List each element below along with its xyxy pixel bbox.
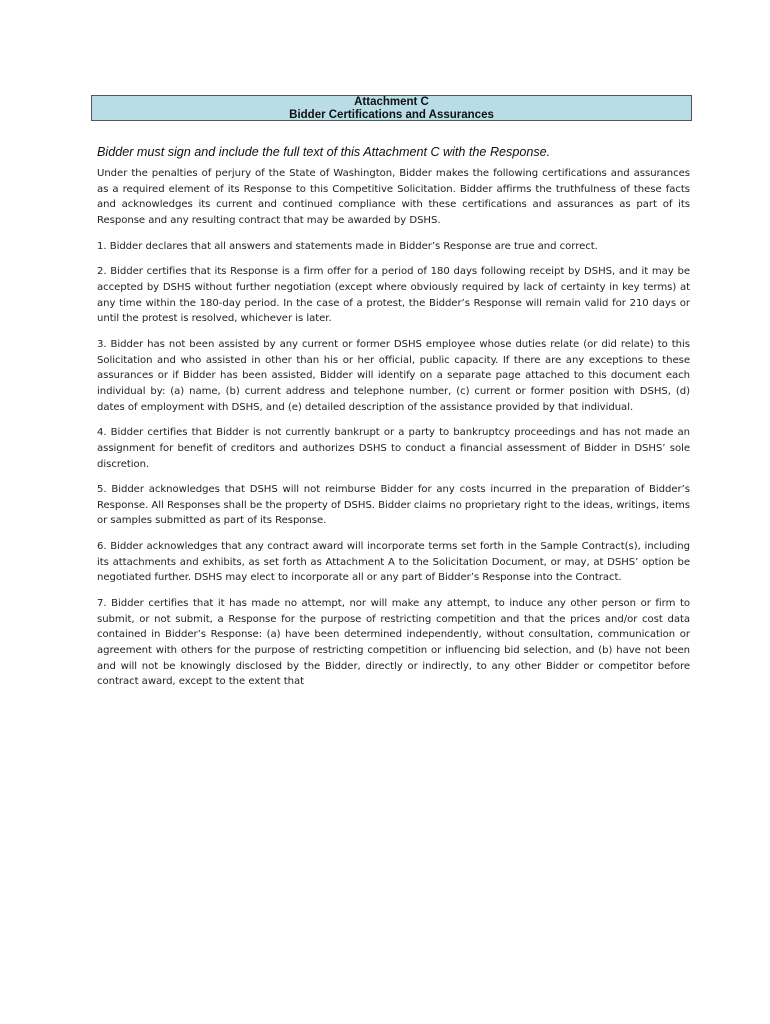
certification-item-6: 6. Bidder acknowledges that any contract award will incorporate terms set forth in the Sample Contract(s), including its attachments and exhibits, as set forth as Attachment A to the Solicitation Document, or may, at DSHS’ option be negotiated further. DSHS may elect to incorporate all or any part of Bidder’s Response into the Contract. bbox=[97, 541, 690, 584]
certification-item-5: 5. Bidder acknowledges that DSHS will not reimburse Bidder for any costs incurred in the preparation of Bidder’s Response. All Responses shall be the property of DSHS. Bidder claims no proprietary right to the ideas, writings, items or samples submitted as part of its Response. bbox=[97, 484, 690, 527]
certification-item-2: 2. Bidder certifies that its Response is a firm offer for a period of 180 days following receipt by DSHS, and it may be accepted by DSHS without further negotiation (except where obviously required by lack of certainty in key terms) at any time within the 180-day period. In the case of a protest, the Bidder’s Response will remain valid for 210 days or until the protest is resolved, whichever is later. bbox=[97, 266, 690, 325]
certification-item-4: 4. Bidder certifies that Bidder is not currently bankrupt or a party to bankruptcy proceedings and has not made an assignment for benefit of creditors and authorizes DSHS to conduct a financial assessment of Bidder in DSHS’ sole discretion. bbox=[97, 427, 690, 470]
attachment-subtitle: Bidder Certifications and Assurances bbox=[289, 109, 494, 121]
certifications-body bbox=[97, 166, 690, 690]
intro-paragraph: Under the penalties of perjury of the State of Washington, Bidder makes the following certifications and assurances as a required element of its Response to this Competitive Solicitation. Bidder affirms the truthfulness of these facts and acknowledges its current and continued compliance with these certifications and assurances as part of its Response and any resulting contract that may be awarded by DSHS. bbox=[97, 168, 690, 226]
certification-item-7: 7. Bidder certifies that it has made no attempt, nor will make any attempt, to induce any other person or firm to submit, or not submit, a Response for the purpose of restricting competition and that the prices and/or cost data contained in Bidder’s Response: (a) have been determined independently, without consultation, communication or agreement with others for the purpose of restricting competition or influencing bid selection, and (b) have not been and will not be knowingly disclosed by the Bidder, directly or indirectly, to any other Bidder or competitor before contract award, except to the extent that bbox=[97, 598, 690, 688]
certification-item-3: 3. Bidder has not been assisted by any current or former DSHS employee whose duties relate (or did relate) to this Solicitation and who assisted in other than his or her official, public capacity. If there are any exceptions to these assurances or if Bidder has been assisted, Bidder will identify on a separate page attached to this document each individual by: (a) name, (b) current address and telephone number, (c) current or former position with DSHS, (d) dates of employment with DSHS, and (e) detailed description of the assistance provided by that individual. bbox=[97, 338, 690, 413]
attachment-title: Attachment C bbox=[354, 96, 429, 108]
signing-instruction: Bidder must sign and include the full text of this Attachment C with the Response. bbox=[97, 145, 551, 159]
certification-item-1: 1. Bidder declares that all answers and statements made in Bidder’s Response are true and correct. bbox=[97, 240, 598, 252]
attachment-header bbox=[91, 95, 692, 121]
